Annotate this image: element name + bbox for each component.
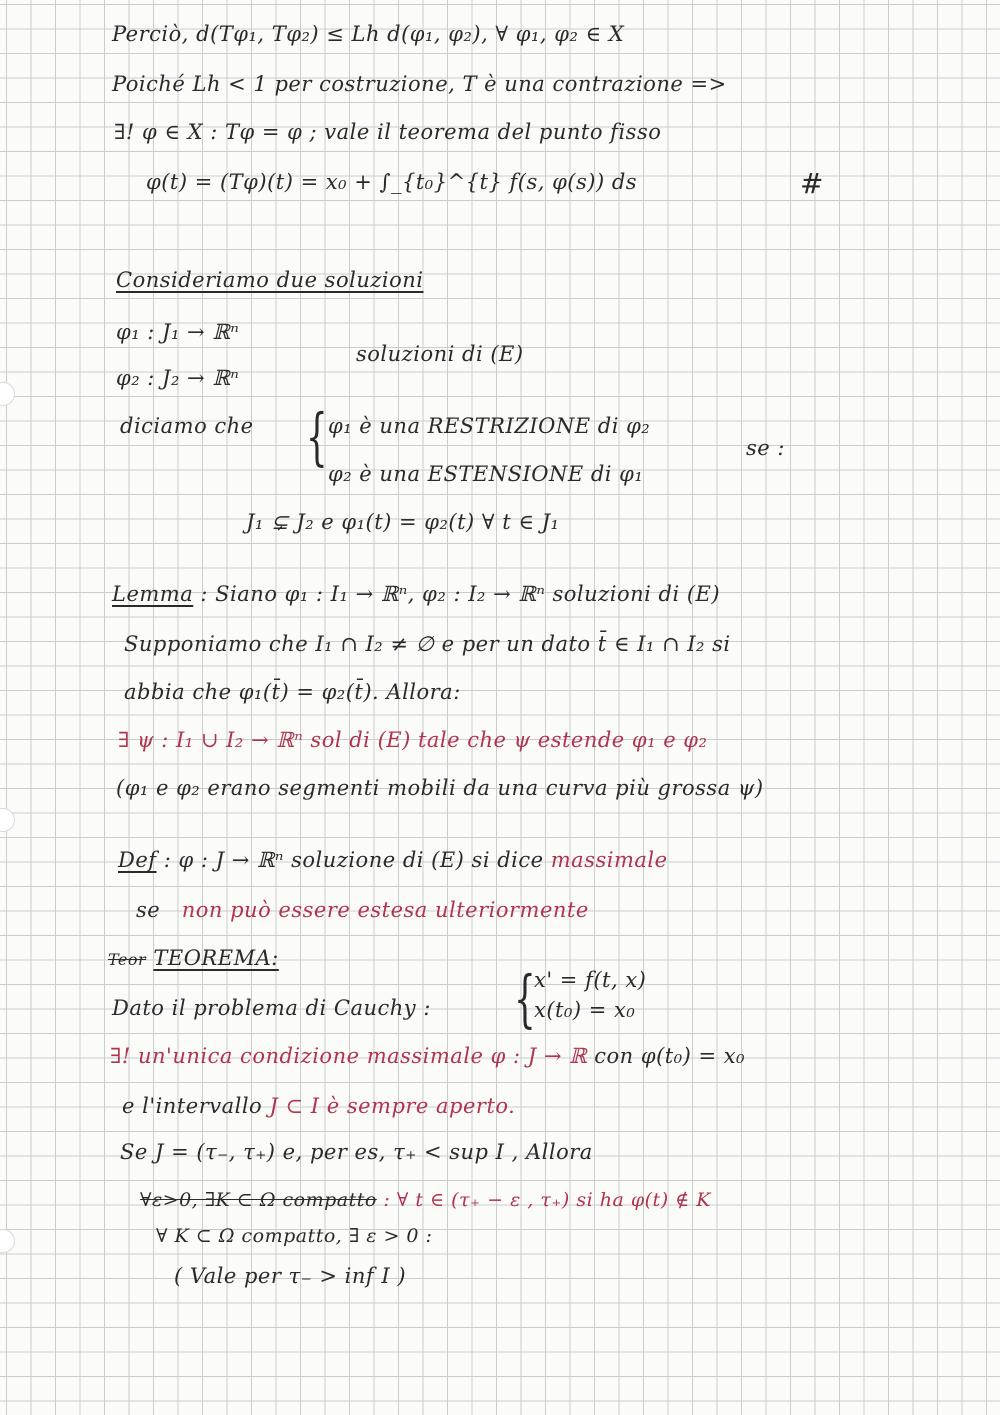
lemma-label: Lemma — [112, 582, 194, 606]
interval-open: J ⊂ I è sempre aperto. — [269, 1094, 516, 1118]
integral-equation: φ(t) = (Tφ)(t) = x₀ + ∫_{t₀}^{t} f(s, φ(s)) ds — [146, 170, 638, 194]
binder-hole — [0, 382, 15, 406]
cauchy-problem-intro: Dato il problema di Cauchy : — [112, 996, 431, 1020]
struck-word: Teor — [108, 950, 147, 969]
inf-remark: ( Vale per τ₋ > inf I ) — [174, 1264, 407, 1288]
restriction-condition: J₁ ⊊ J₂ e φ₁(t) = φ₂(t) ∀ t ∈ J₁ — [246, 510, 560, 534]
escape-condition: : ∀ t ∈ (τ₊ − ε , τ₊) si ha φ(t) ∉ K — [383, 1189, 711, 1211]
theorem-existence — [110, 1042, 745, 1070]
fixed-point-statement: ∃! φ ∈ X : Tφ = φ ; vale il teorema del punto fisso — [114, 120, 662, 144]
initial-value-tail: con φ(t₀) = x₀ — [594, 1044, 746, 1068]
lemma-conclusion: ∃ ψ : I₁ ∪ I₂ → ℝⁿ sol di (E) tale che ψ estende φ₁ e φ₂ — [118, 728, 708, 752]
left-brace: { — [514, 962, 536, 1035]
contraction-inequality: Perciò, d(Tφ₁, Tφ₂) ≤ Lh d(φ₁, φ₂), ∀ φ₁, φ₂ ∈ X — [112, 22, 625, 46]
cauchy-initial-condition: x(t₀) = x₀ — [534, 998, 636, 1022]
phi1-definition: φ₁ : J₁ → ℝⁿ — [116, 320, 240, 344]
lemma-line-1: : Siano φ₁ : I₁ → ℝⁿ, φ₂ : I₂ → ℝⁿ soluzioni di (E) — [200, 582, 721, 606]
lemma-line-2: Supponiamo che I₁ ∩ I₂ ≠ ∅ e per un dato t̄ ∈ I₁ ∩ I₂ si — [124, 632, 731, 656]
lemma-remark: (φ₁ e φ₂ erano segmenti mobili da una curva più grossa ψ) — [116, 776, 764, 800]
struck-quantifier: ∀ε>0, ∃K ⊂ Ω compatto — [140, 1189, 377, 1211]
section-heading: Consideriamo due soluzioni — [116, 268, 424, 292]
definition-term: massimale — [550, 848, 668, 872]
existence-statement: ∃! un'unica condizione massimale φ : J → ℝ — [110, 1044, 588, 1068]
definition-line-1 — [118, 846, 668, 874]
sup-condition: Se J = (τ₋, τ₊) e, per es, τ₊ < sup I , Allora — [120, 1140, 593, 1164]
solutions-label: soluzioni di (E) — [356, 342, 524, 366]
cauchy-equation: x' = f(t, x) — [534, 968, 647, 992]
restriction-case: φ₁ è una RESTRIZIONE di φ₂ — [328, 414, 651, 438]
end-of-proof-mark: # — [800, 167, 824, 200]
definition-condition: non può essere estesa ulteriormente — [181, 898, 589, 922]
definition-se: se — [136, 898, 161, 922]
compactness-line — [140, 1186, 711, 1214]
definition-text: : φ : J → ℝⁿ soluzione di (E) si dice — [163, 848, 544, 872]
binder-hole — [0, 1229, 15, 1253]
left-brace: { — [306, 400, 328, 473]
definition-line-2 — [136, 896, 589, 924]
binder-hole — [0, 808, 15, 832]
lemma-statement — [112, 580, 720, 608]
interval-label: e l'intervallo — [122, 1094, 263, 1118]
extension-case: φ₂ è una ESTENSIONE di φ₁ — [328, 462, 644, 486]
se-label: se : — [746, 436, 785, 460]
diciamo-label: diciamo che — [120, 414, 254, 438]
theorem-label: TEOREMA: — [153, 946, 279, 970]
forall-compact: ∀ K ⊂ Ω compatto, ∃ ε > 0 : — [156, 1225, 433, 1247]
interval-line — [122, 1092, 515, 1120]
contraction-statement: Poiché Lh < 1 per costruzione, T è una contrazione => — [112, 72, 727, 96]
definition-label: Def — [118, 848, 157, 872]
theorem-heading — [108, 944, 279, 974]
lemma-line-3: abbia che φ₁(t̄) = φ₂(t̄). Allora: — [124, 680, 461, 704]
phi2-definition: φ₂ : J₂ → ℝⁿ — [116, 366, 240, 390]
